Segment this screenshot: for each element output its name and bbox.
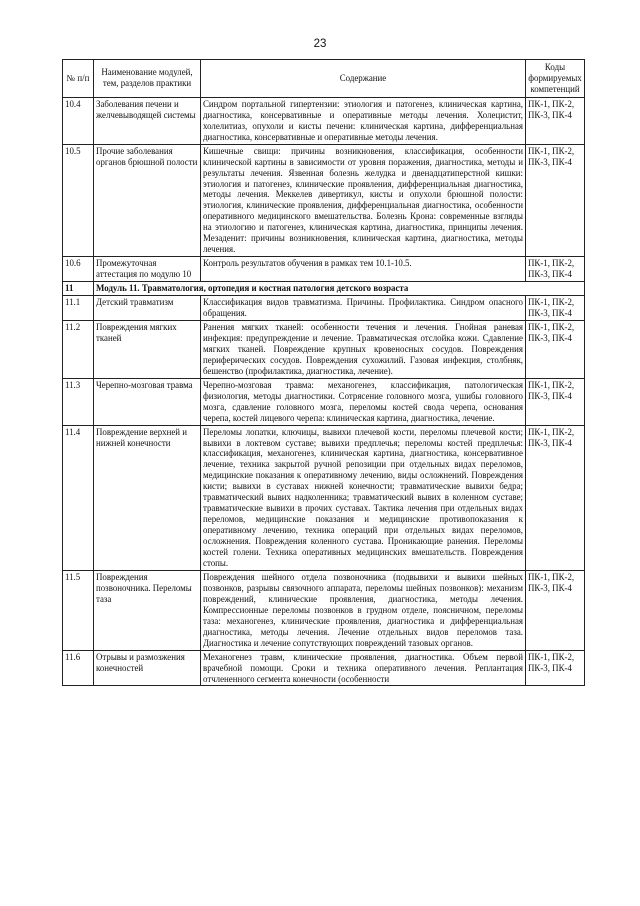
table-row — [63, 570, 585, 650]
table-row — [63, 378, 585, 425]
table-row — [63, 650, 585, 686]
header-num: № п/п — [63, 60, 94, 98]
row-codes: ПК-1, ПК-2, ПК-3, ПК-4 — [526, 378, 585, 425]
row-codes: ПК-1, ПК-2, ПК-3, ПК-4 — [526, 570, 585, 650]
row-num: 10.6 — [63, 257, 94, 282]
header-codes: Коды формируемых компетенций — [526, 60, 585, 98]
row-content: Переломы лопатки, ключицы, вывихи плечевой кости, переломы плечевой кости; вывихи в локтевом суставе; вывихи предплечья; переломы костей предплечья: классификация, механогенез, клиническая картина, диагностика, консервативное лечение, техника закрытой ручной репозиции при отдельных видах переломов, медицинские показания к оперативному лечению, виды осложнений. Повреждения кисти; вывихи в суставах нижней конечности; травматические вывихи бедра; травматический вывих надколенника; травматический вывих в коленном суставе; травматические вывихи в прочих суставах. Тактика лечения при отдельных видах переломов, медицинские показания и медицинские противопоказания к оперативному лечению, техника операций при отдельных видах переломов, осложнения. Повреждения коленного сустава. Проникающие ранения. Переломы костей голени. Техника оперативных медицинских вмешательств. Повреждения стопы. — [201, 425, 526, 570]
row-num: 11.1 — [63, 296, 94, 321]
row-name: Повреждение верхней и нижней конечности — [94, 425, 201, 570]
row-content: Повреждения шейного отдела позвоночника (подвывихи и вывихи шейных позвонков, разрывы связочного аппарата, переломы шейных позвонков): механизм повреждений, клинические проявления, диагностика, методы лечения. Компрессионные переломы позвонков в грудном отделе, поясничном, переломы таза: механогенез, клинические проявления, диагностика и дифференциальная диагностика, методы лечения. Лечение отдельных видов переломов таза. Диагностика и лечение сопутствующих повреждений тазовых органов. — [201, 570, 526, 650]
row-name: Промежуточная аттестация по модулю 10 — [94, 257, 201, 282]
row-codes: ПК-1, ПК-2, ПК-3, ПК-4 — [526, 320, 585, 378]
row-codes: ПК-1, ПК-2, ПК-3, ПК-4 — [526, 257, 585, 282]
row-content: Черепно-мозговая травма: механогенез, классификация, патологическая физиология, методы диагностики. Сотрясение головного мозга, ушибы головного мозга, сдавление головного мозга, переломы костей свода черепа, основания черепа, костей лицевого черепа: клиническая картина, диагностика, лечение. — [201, 378, 526, 425]
row-content: Синдром портальной гипертензии: этиология и патогенез, клиническая картина, диагностика, консервативные и оперативные методы лечения. Холецистит, холелитиаз, опухоли и кисты печени: клиническая картина, дифференциальная диагностика, консервативные и оперативные методы лечения. — [201, 97, 526, 144]
row-content: Контроль результатов обучения в рамках тем 10.1-10.5. — [201, 257, 526, 282]
row-content: Классификация видов травматизма. Причины. Профилактика. Синдром опасного обращения. — [201, 296, 526, 321]
module-row — [63, 282, 585, 296]
row-codes: ПК-1, ПК-2, ПК-3, ПК-4 — [526, 97, 585, 144]
row-name: Повреждения мягких тканей — [94, 320, 201, 378]
row-name: Заболевания печени и желчевыводящей системы — [94, 97, 201, 144]
table-row — [63, 425, 585, 570]
row-num: 11.4 — [63, 425, 94, 570]
table-row — [63, 144, 585, 257]
row-codes: ПК-1, ПК-2, ПК-3, ПК-4 — [526, 296, 585, 321]
header-content: Содержание — [201, 60, 526, 98]
row-codes: ПК-1, ПК-2, ПК-3, ПК-4 — [526, 144, 585, 257]
table-row — [63, 257, 585, 282]
table-row — [63, 97, 585, 144]
header-name: Наименование модулей, тем, разделов практики — [94, 60, 201, 98]
curriculum-table — [62, 59, 585, 686]
row-num: 10.4 — [63, 97, 94, 144]
row-num: 11.5 — [63, 570, 94, 650]
row-num: 11.3 — [63, 378, 94, 425]
row-content: Кишечные свищи: причины возникновения, классификация, особенности клинической картины в зависимости от уровня поражения, диагностика, методы и результаты лечения. Язвенная болезнь желудка и двенадцатиперстной кишки: этиология и патогенез, клинические проявления, дифференциальная диагностика, методы лечения. Меккелев дивертикул, кисты и опухоли брюшной полости: этиология, клинические проявления, дифференциальная диагностика, особенности оперативного медицинского вмешательства. Болезнь Крона: современные взгляды на этиологию и патогенез, клиническая картина, диагностика, принципы лечения. Мезаденит: причины возникновения, клиническая картина, диагностика, методы лечения. — [201, 144, 526, 257]
row-codes: ПК-1, ПК-2, ПК-3, ПК-4 — [526, 650, 585, 686]
table-row — [63, 320, 585, 378]
row-name: Черепно-мозговая травма — [94, 378, 201, 425]
row-name: Повреждения позвоночника. Переломы таза — [94, 570, 201, 650]
row-codes: ПК-1, ПК-2, ПК-3, ПК-4 — [526, 425, 585, 570]
row-num: 11.2 — [63, 320, 94, 378]
table-header-row — [63, 60, 585, 98]
row-content: Ранения мягких тканей: особенности течения и лечения. Гнойная раневая инфекция: предупреждение и лечение. Травматическая отслойка кожи. Сдавление мягких тканей. Повреждение крупных кровеносных сосудов. Повреждения периферических сосудов. Повреждения сухожилий. Газовая инфекция, столбняк, бешенство (профилактика, диагностика, лечение). — [201, 320, 526, 378]
row-name: Отрывы и размозжения конечностей — [94, 650, 201, 686]
row-name: Детский травматизм — [94, 296, 201, 321]
row-content: Механогенез травм, клинические проявления, диагностика. Объем первой врачебной помощи. Сроки и техника оперативного лечения. Реплантация отчлененного сегмента конечности (особенности — [201, 650, 526, 686]
row-name: Прочие заболевания органов брюшной полости — [94, 144, 201, 257]
table-row — [63, 296, 585, 321]
row-num: 11.6 — [63, 650, 94, 686]
module-num: 11 — [63, 282, 94, 296]
page-number: 23 — [313, 38, 327, 50]
row-num: 10.5 — [63, 144, 94, 257]
module-title: Модуль 11. Травматология, ортопедия и костная патология детского возраста — [94, 282, 585, 296]
